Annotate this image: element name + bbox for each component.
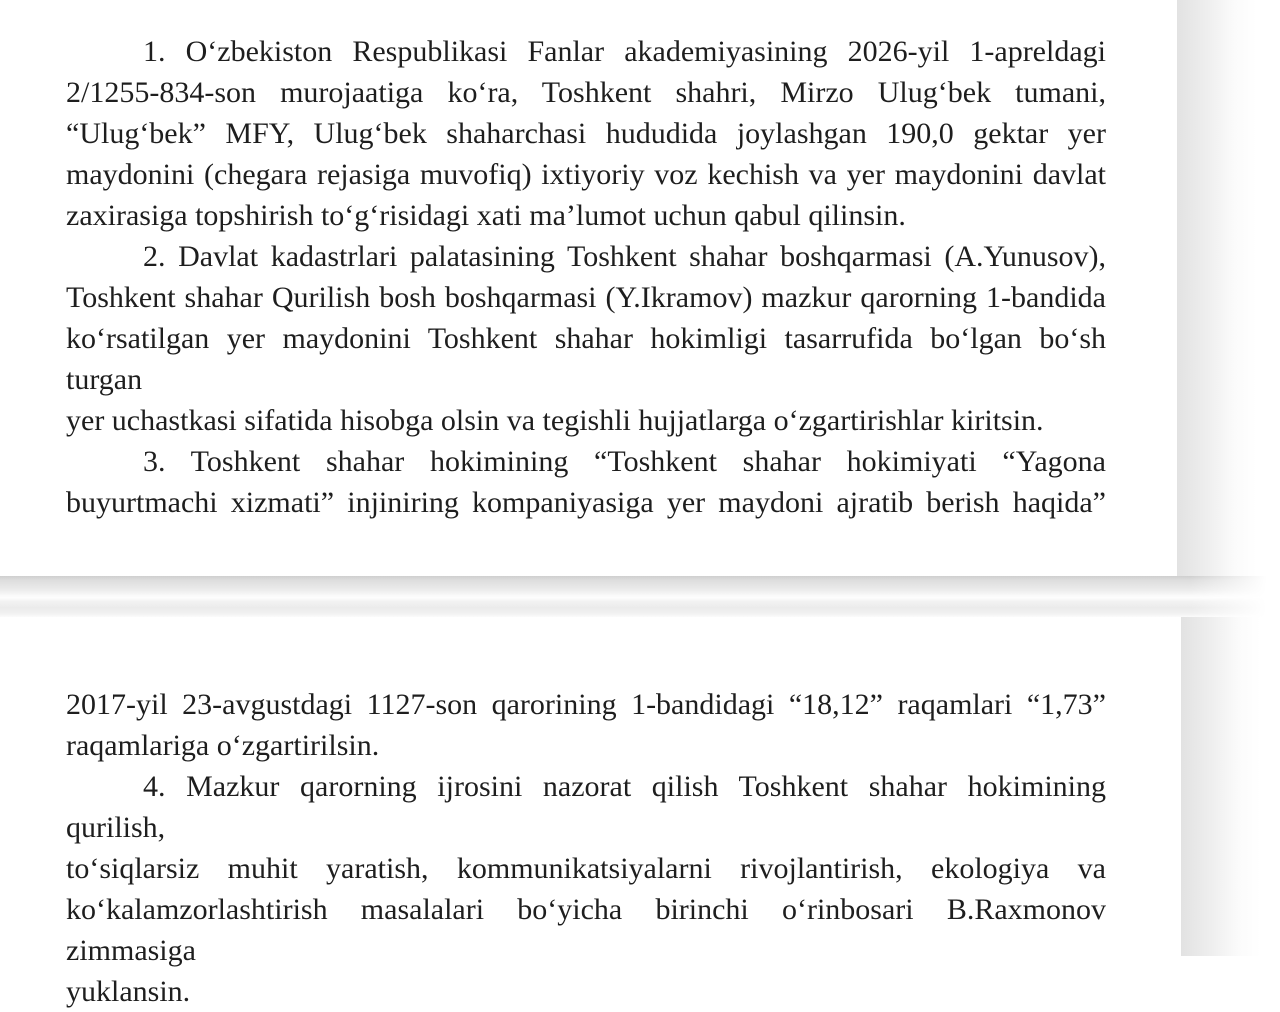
- paragraph-1-line-1: 1. O‘zbekiston Respublikasi Fanlar akademiyasining 2026-yil 1-apreldagi: [143, 35, 1106, 68]
- paragraph-4-line-1: 4. Mazkur qarorning ijrosini nazorat qilish Toshkent shahar hokimining qurilish,: [66, 770, 1106, 844]
- paragraph-2-line-1: 2. Davlat kadastrlari palatasining Toshkent shahar boshqarmasi (A.Yunusov),: [143, 240, 1106, 273]
- paragraph-1-line-5: zaxirasiga topshirish to‘g‘risidagi xati ma’lumot uchun qabul qilinsin.: [66, 199, 906, 232]
- paragraph-2-line-3: ko‘rsatilgan yer maydonini Toshkent shahar hokimligi tasarrufida bo‘lgan bo‘sh turgan: [66, 322, 1106, 396]
- page-1-right-edge-shadow: [1177, 0, 1257, 576]
- page-2-text-block: [66, 684, 1106, 1012]
- paragraph-4-line-3: ko‘kalamzorlashtirish masalalari bo‘yicha birinchi o‘rinbosari B.Raxmonov zimmasiga: [66, 893, 1106, 967]
- paragraph-4-line-4: yuklansin.: [66, 975, 191, 1008]
- paragraph-1-line-4: maydonini (chegara rejasiga muvofiq) ixtiyoriy voz kechish va yer maydonini davlat: [66, 158, 1106, 191]
- paragraph-2-line-4: yer uchastkasi sifatida hisobga olsin va tegishli hujjatlarga o‘zgartirishlar kiritsin.: [66, 404, 1044, 437]
- paragraph-4-line-2: to‘siqlarsiz muhit yaratish, kommunikatsiyalarni rivojlantirish, ekologiya va: [66, 852, 1106, 885]
- paragraph-2-line-2: Toshkent shahar Qurilish bosh boshqarmasi (Y.Ikramov) mazkur qarorning 1-bandida: [66, 281, 1106, 314]
- page-1-text-block: [66, 31, 1106, 523]
- paragraph-3-continued-line-1: 2017-yil 23-avgustdagi 1127-son qarorining 1-bandidagi “18,12” raqamlari “1,73”: [66, 688, 1106, 721]
- page-gap-shadow: [0, 576, 1280, 617]
- paragraph-3-continued-line-2: raqamlariga o‘zgartirilsin.: [66, 729, 380, 762]
- paragraph-3-line-1: 3. Toshkent shahar hokimining “Toshkent shahar hokimiyati “Yagona: [143, 445, 1106, 478]
- paragraph-1-line-3: “Ulug‘bek” MFY, Ulug‘bek shaharchasi hududida joylashgan 190,0 gektar yer: [66, 117, 1106, 150]
- page-gap-shadow-fade: [1190, 576, 1280, 617]
- page-2-right-edge-shadow: [1181, 617, 1261, 956]
- document-page-2: [0, 617, 1181, 1008]
- paragraph-1-line-2: 2/1255-834-son murojaatiga ko‘ra, Toshkent shahri, Mirzo Ulug‘bek tumani,: [66, 76, 1106, 109]
- paragraph-3-line-2: buyurtmachi xizmati” injiniring kompaniyasiga yer maydoni ajratib berish haqida”: [66, 486, 1106, 519]
